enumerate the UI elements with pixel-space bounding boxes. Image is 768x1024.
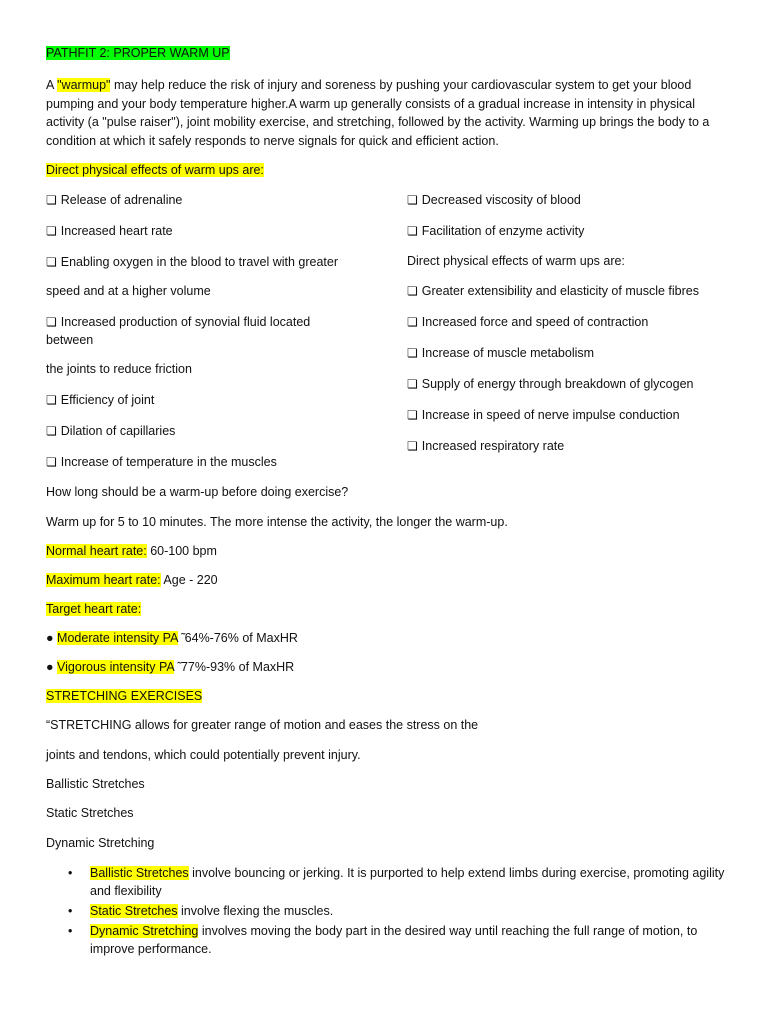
checkbox-icon: ❏ [407, 224, 418, 238]
bullet-icon: • [68, 904, 73, 918]
intro-paragraph: A "warmup" may help reduce the risk of injury and soreness by pushing your cardiovascular system to get your blood pumping and your body temperature higher.A warm up generally consists of a gradual increase in intensity in physical activity (a "pulse raiser"), joint mobility exercise, and stretching, followed by the activity. Warming up brings the body to a condition at which it safely responds to nerve signals for quick and efficient action. [46, 78, 710, 148]
moderate-intensity: ● Moderate intensity PA ̃ 64%-76% of MaxHR [46, 631, 298, 645]
right-item: ❏ Increase in speed of nerve impulse conduction [407, 408, 680, 422]
left-item: ❏ Increased production of synovial fluid located [46, 315, 311, 329]
bullet-icon: • [68, 924, 73, 938]
checkbox-icon: ❏ [46, 393, 57, 407]
checkbox-icon: ❏ [407, 284, 418, 298]
checkbox-icon: ❏ [407, 408, 418, 422]
document-title: PATHFIT 2: PROPER WARM UP [46, 46, 230, 60]
list-item: • Ballistic Stretches involve bouncing or jerking. It is purported to help extend limbs during exercise, promoting agility and flexibility [68, 866, 725, 898]
stretch-type: Static Stretches [46, 806, 134, 820]
left-item: ❏ Increase of temperature in the muscles [46, 455, 277, 469]
stretching-quote-line: joints and tendons, which could potentially prevent injury. [46, 748, 361, 762]
checkbox-icon: ❏ [407, 315, 418, 329]
checkbox-icon: ❏ [46, 424, 57, 438]
checkbox-icon: ❏ [46, 455, 57, 469]
stretch-details-list [46, 864, 726, 960]
bullet-icon: ● [46, 660, 54, 674]
right-item: ❏ Supply of energy through breakdown of glycogen [407, 377, 694, 391]
warmup-answer: Warm up for 5 to 10 minutes. The more intense the activity, the longer the warm-up. [46, 515, 508, 529]
right-subheading: Direct physical effects of warm ups are: [407, 254, 625, 268]
checkbox-icon: ❏ [46, 224, 57, 238]
right-item: ❏ Increased force and speed of contraction [407, 315, 649, 329]
target-heart-rate: Target heart rate: [46, 602, 142, 616]
stretch-type: Ballistic Stretches [46, 777, 145, 791]
checkbox-icon: ❏ [46, 255, 57, 269]
right-item: ❏ Decreased viscosity of blood [407, 193, 581, 207]
checkbox-icon: ❏ [46, 315, 57, 329]
left-item: ❏ Efficiency of joint [46, 393, 155, 407]
maximum-heart-rate: Maximum heart rate: Age - 220 [46, 573, 218, 587]
right-item: ❏ Increase of muscle metabolism [407, 346, 595, 360]
stretching-quote-line: “STRETCHING allows for greater range of motion and eases the stress on the [46, 718, 479, 732]
normal-heart-rate: Normal heart rate: 60-100 bpm [46, 544, 217, 558]
bullet-icon: • [68, 866, 73, 880]
vigorous-intensity: ● Vigorous intensity PA ̃ 77%-93% of MaxHR [46, 660, 295, 674]
bullet-icon: ● [46, 631, 54, 645]
left-item: ❏ Increased heart rate [46, 224, 173, 238]
warmup-question: How long should be a warm-up before doing exercise? [46, 485, 349, 499]
checkbox-icon: ❏ [407, 377, 418, 391]
right-item: ❏ Greater extensibility and elasticity of muscle fibres [407, 284, 699, 298]
stretching-heading: STRETCHING EXERCISES [46, 689, 203, 703]
checkbox-icon: ❏ [46, 193, 57, 207]
left-item: ❏ Dilation of capillaries [46, 424, 176, 438]
left-item-continuation: between [46, 333, 94, 347]
stretch-type: Dynamic Stretching [46, 836, 155, 850]
left-item: ❏ Release of adrenaline [46, 193, 183, 207]
list-item: • Static Stretches involve flexing the muscles. [68, 904, 334, 918]
left-item-continuation: speed and at a higher volume [46, 284, 211, 298]
list-item: • Dynamic Stretching involves moving the body part in the desired way until reaching the full range of motion, to improve performance. [68, 924, 698, 956]
left-item: ❏ Enabling oxygen in the blood to travel with greater [46, 255, 339, 269]
checkbox-icon: ❏ [407, 346, 418, 360]
checkbox-icon: ❏ [407, 439, 418, 453]
right-item: ❏ Increased respiratory rate [407, 439, 565, 453]
right-item: ❏ Facilitation of enzyme activity [407, 224, 585, 238]
checkbox-icon: ❏ [407, 193, 418, 207]
effects-heading: Direct physical effects of warm ups are: [46, 163, 264, 177]
left-item-continuation: the joints to reduce friction [46, 362, 192, 376]
